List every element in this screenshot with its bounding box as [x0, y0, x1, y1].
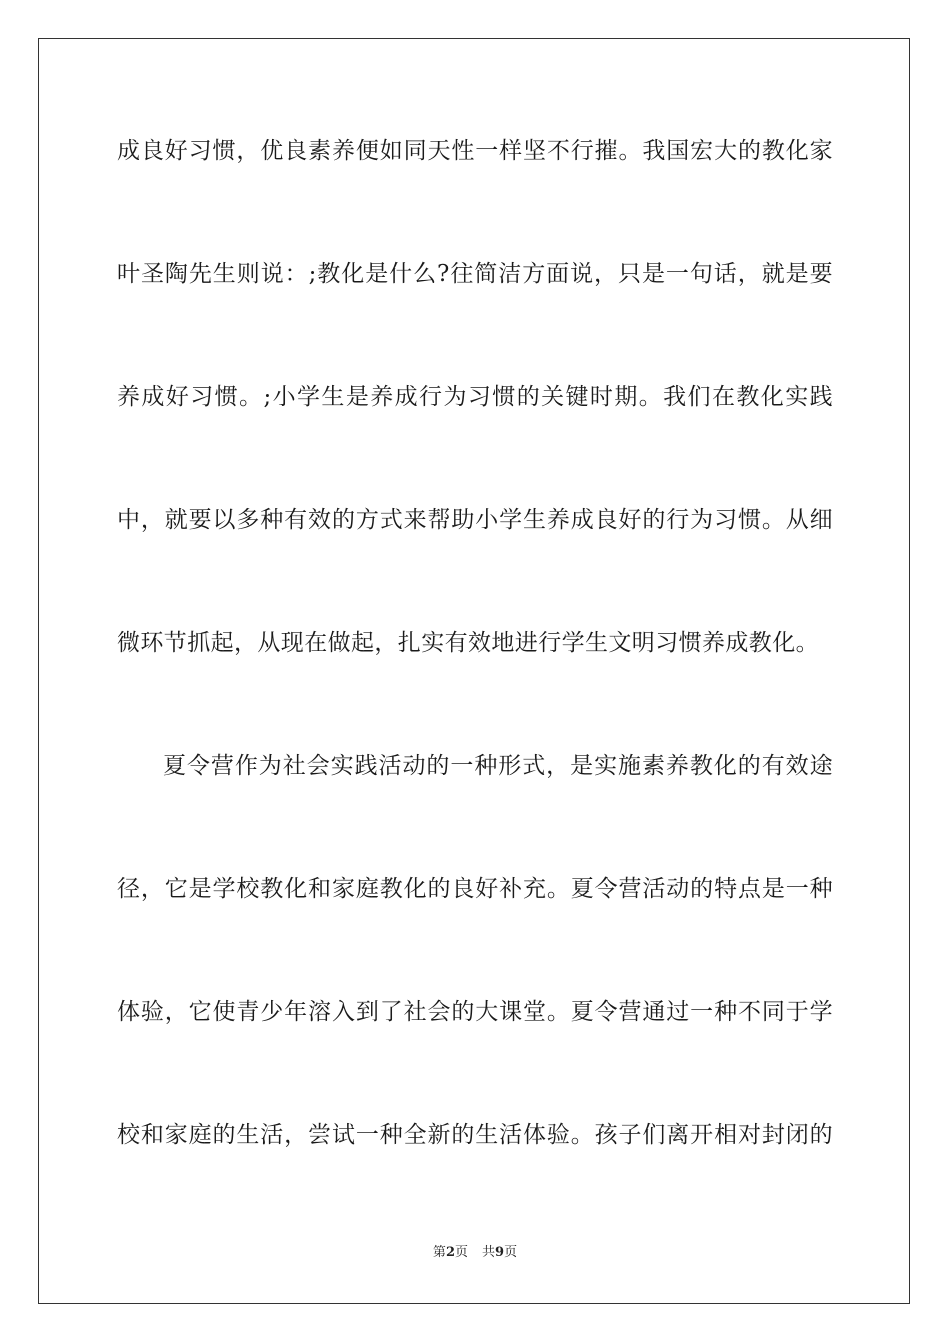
total-suffix: 页 — [504, 1245, 518, 1260]
text-line-9: 校和家庭的生活，尝试一种全新的生活体验。孩子们离开相对封闭的 — [117, 1122, 833, 1148]
text-line-7: 径，它是学校教化和家庭教化的良好补充。夏令营活动的特点是一种 — [117, 876, 833, 902]
text-line-3: 养成好习惯。;小学生是养成行为习惯的关键时期。我们在教化实践 — [117, 384, 833, 410]
page-footer — [0, 1245, 950, 1261]
page-suffix: 页 — [454, 1245, 468, 1260]
page-number: 2 — [445, 1245, 455, 1260]
text-line-5: 微环节抓起，从现在做起，扎实有效地进行学生文明习惯养成教化。 — [117, 630, 819, 656]
text-line-2: 叶圣陶先生则说：;教化是什么?往简洁方面说，只是一句话，就是要 — [117, 261, 833, 287]
total-pages: 9 — [495, 1245, 505, 1260]
text-line-1: 成良好习惯，优良素养便如同天性一样坚不行摧。我国宏大的教化家 — [117, 138, 833, 164]
total-prefix: 共 — [482, 1245, 496, 1260]
paragraph-start-line: 夏令营作为社会实践活动的一种形式，是实施素养教化的有效途 — [163, 753, 833, 779]
page-border — [38, 38, 910, 1304]
text-line-4: 中，就要以多种有效的方式来帮助小学生养成良好的行为习惯。从细 — [117, 507, 833, 533]
text-line-8: 体验，它使青少年溶入到了社会的大课堂。夏令营通过一种不同于学 — [117, 999, 833, 1025]
page-prefix: 第 — [432, 1245, 446, 1260]
